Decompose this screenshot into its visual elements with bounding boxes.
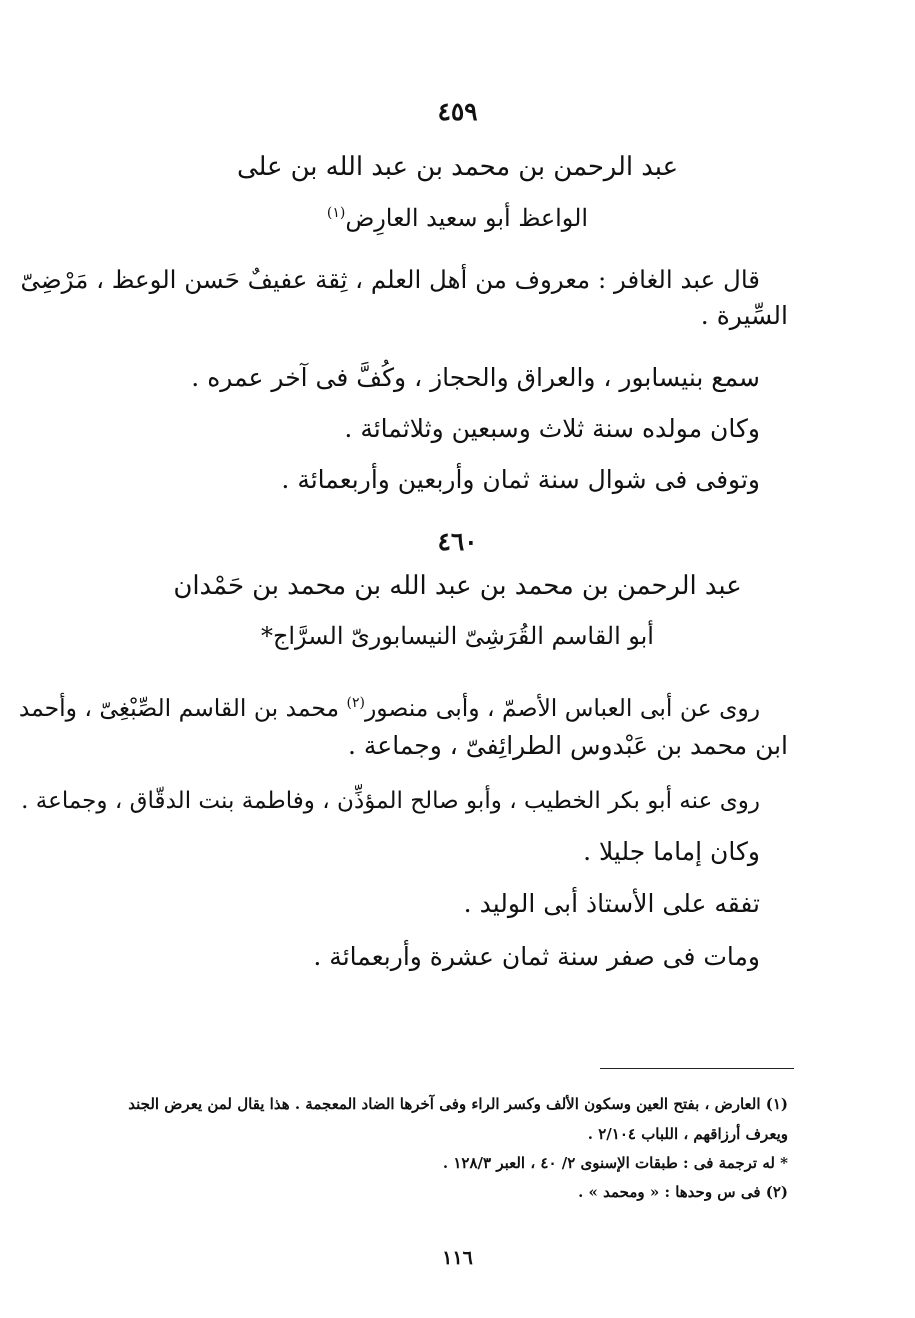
- entry-459-line-wafat: وتوفى فى شوال سنة ثمان وأربعين وأربعمائة .: [281, 465, 760, 494]
- footnote-2: (٢) فى س وحدها : « ومحمد » .: [578, 1183, 788, 1201]
- entry-460-line-rawa: روى عنه أبو بكر الخطيب ، وأبو صالح المؤذِّن ، وفاطمة بنت الدقّاق ، وجماعة .: [21, 788, 760, 814]
- footnote-1-line2: ويعرف أرزاقهم ، اللباب ٢/١٠٤ .: [587, 1125, 788, 1143]
- entry-460-line-imam: وكان إماما جليلا .: [583, 837, 760, 866]
- entry-459-kunya: [0, 195, 915, 236]
- entry-459-line-mawlid: وكان مولده سنة ثلاث وسبعين وثلاثمائة .: [344, 414, 760, 443]
- footnote-separator: [600, 1068, 794, 1069]
- footnote-1-line1: (١) العارض ، بفتح العين وسكون الألف وكسر الراء وفى آخرها الضاد المعجمة . هذا يقال لمن يعرض الجند: [128, 1095, 788, 1113]
- entry-460-para1-line1: [19, 685, 760, 726]
- entry-460-para1-part-a: روى عن أبى العباس الأصمّ ، وأبى منصور: [365, 693, 760, 722]
- entry-459-kunya-text: الواعظ أبو سعيد العارِض: [345, 203, 589, 232]
- entry-460-name: عبد الرحمن بن محمد بن عبد الله بن محمد بن حَمْدان: [173, 571, 742, 601]
- entry-460-line-tafaqqah: تفقه على الأستاذ أبى الوليد .: [463, 889, 760, 918]
- entry-460-para1-line2: ابن محمد بن عَبْدوس الطرائِفىّ ، وجماعة .: [347, 731, 788, 760]
- entry-460-kunya: أبو القاسم القُرَشِىّ النيسابورىّ السرَّاج*: [261, 622, 654, 650]
- entry-460-para1-part-b: محمد بن القاسم الصِّبْغِىّ ، وأحمد: [18, 693, 347, 722]
- footnote-star: * له ترجمة فى : طبقات الإسنوى ٢/ ٤٠ ، العبر ١٢٨/٣ .: [442, 1154, 788, 1172]
- footnote-ref-2: (٢): [346, 695, 365, 711]
- entry-459-para1-line2: السِّيرة .: [700, 301, 788, 330]
- page-number: ١١٦: [442, 1246, 473, 1269]
- entry-number-460: ٤٦٠: [437, 527, 478, 556]
- entry-459-name: عبد الرحمن بن محمد بن عبد الله بن على: [236, 152, 678, 182]
- footnote-ref-1: (١): [326, 205, 346, 221]
- entry-459-line-sama: سمع بنيسابور ، والعراق والحجاز ، وكُفَّ فى آخر عمره .: [191, 363, 760, 392]
- entry-number-459: ٤٥٩: [437, 97, 478, 126]
- entry-460-line-mat: ومات فى صفر سنة ثمان عشرة وأربعمائة .: [313, 942, 760, 971]
- entry-459-para1-line1: قال عبد الغافر : معروف من أهل العلم ، ثِقة عفيفٌ حَسن الوعظ ، مَرْضِىّ: [20, 265, 760, 294]
